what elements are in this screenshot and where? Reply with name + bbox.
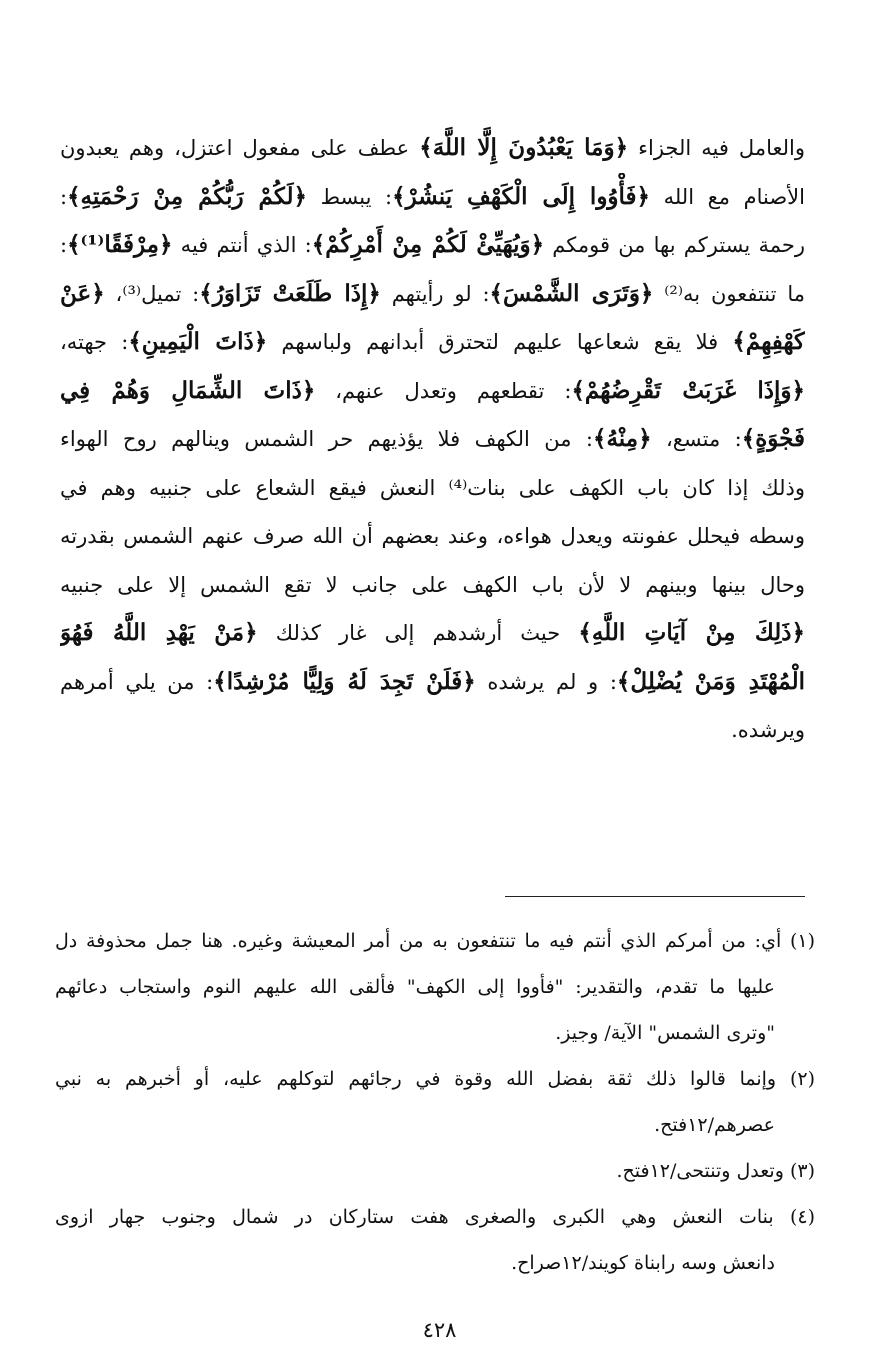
quran-quote: كَهْفِهِمْ﴾ <box>732 328 805 355</box>
commentary-text: رحمة يستركم بها من قومكم <box>544 233 805 257</box>
commentary-text: : الذي أنتم فيه <box>172 233 312 257</box>
footnote-line <box>55 1148 815 1194</box>
quran-quote: ﴿ذَلِكَ مِنْ آيَاتِ اللَّهِ﴾ <box>578 619 805 646</box>
footnote-line <box>55 1240 815 1286</box>
main-text-line <box>60 124 805 173</box>
main-text-line <box>60 609 805 658</box>
commentary-text: : متسع، <box>651 427 742 451</box>
commentary-text: وسطه فيحلل عفونته ويعدل هواءه، وعند بعضهم أن الله صرف عنهم الشمس بقدرته <box>60 524 805 548</box>
main-text-block <box>60 124 805 755</box>
footnote-number: (١) <box>789 930 815 952</box>
footnote-number: (٢) <box>789 1068 815 1090</box>
commentary-text: ويرشده. <box>731 718 805 742</box>
quran-quote: الْمُهْتَدِ وَمَنْ يُضْلِلْ﴾ <box>616 667 805 695</box>
main-text-line <box>60 658 805 707</box>
main-text-line <box>60 318 805 367</box>
quran-quote: ﴿ذَاتَ الْيَمِينِ﴾ <box>128 328 268 355</box>
commentary-text: الأصنام مع الله <box>650 184 805 209</box>
commentary-text: : تقطعهم وتعدل عنهم، <box>315 378 572 403</box>
footnote-line <box>55 1102 815 1148</box>
commentary-text: حيث أرشدهم إلى غار كذلك <box>257 621 579 645</box>
footnote-text: وإنما قالوا ذلك ثقة بفضل الله وقوة في رجائهم لتوكلهم عليه، أو أخبرهم به نبي <box>55 1068 777 1090</box>
commentary-text: : <box>60 184 68 209</box>
quran-quote: ﴿وَمَا يَعْبُدُونَ إِلَّا اللَّهَ﴾ <box>419 134 629 161</box>
commentary-text: : <box>60 233 68 257</box>
quran-quote: ﴿عَنْ <box>60 279 105 307</box>
commentary-text: ما تنتفعون به⁽²⁾ <box>653 281 805 306</box>
footnote-divider <box>505 896 805 897</box>
quran-quote: ﴿فَأْوُوا إِلَى الْكَهْفِ يَنشُرْ﴾ <box>392 182 651 210</box>
commentary-text: : جهته، <box>60 330 129 354</box>
quran-quote: ﴿وَإِذَا غَرَبَتْ تَقْرِضُهُمْ﴾ <box>571 376 805 404</box>
footnotes-block <box>55 918 815 1286</box>
commentary-text: : من الكهف فلا يؤذيهم حر الشمس وينالهم روح الهواء <box>60 427 593 451</box>
footnote-number: (٤) <box>789 1206 815 1228</box>
commentary-text: وذلك إذا كان باب الكهف على بنات⁽⁴⁾ النعش فيقع الشعاع على جنبيه وهم في <box>60 475 805 500</box>
footnote-line <box>55 1194 815 1240</box>
main-text-line <box>60 561 805 610</box>
quran-quote: ﴿مِرْفَقًا⁽¹⁾﴾ <box>67 231 173 258</box>
footnote-text: وتعدل وتنتحى/١٢فتح. <box>616 1160 784 1182</box>
footnote <box>55 918 815 1056</box>
commentary-text: : تميل⁽³⁾، <box>104 281 200 306</box>
footnote-line <box>55 964 815 1010</box>
commentary-text: : من يلي أمرهم <box>60 669 214 694</box>
page-number: ٤٢٨ <box>422 1318 457 1342</box>
commentary-text: فلا يقع شعاعها عليهم لتحترق أبدانهم ولباسهم <box>267 330 733 354</box>
quran-quote: ﴿وَتَرَى الشَّمْسَ﴾ <box>489 279 654 307</box>
quran-quote: ﴿ذَاتَ الشِّمَالِ وَهُمْ فِي <box>60 376 316 404</box>
main-text-line <box>60 706 805 755</box>
quran-quote: ﴿مَنْ يَهْدِ اللَّهُ فَهُوَ <box>60 619 258 646</box>
main-text-line <box>60 464 805 513</box>
commentary-text: : و لم يرشده <box>475 669 617 694</box>
footnote-text: دانعش وسه رابناة كويند/١٢صراح. <box>511 1252 775 1274</box>
commentary-text: وحال بينها وبينهم لا لأن باب الكهف على جانب لا تقع الشمس إلا على جنبيه <box>60 572 805 597</box>
quran-quote: ﴿وَيُهَيِّئْ لَكُمْ مِنْ أَمْرِكُمْ﴾ <box>311 231 545 258</box>
main-text-line <box>60 415 805 464</box>
commentary-text: عطف على مفعول اعتزل، وهم يعبدون <box>60 136 420 160</box>
footnote-line <box>55 1010 815 1056</box>
main-text-line <box>60 270 805 319</box>
footnote-line <box>55 918 815 964</box>
footnote-text: عليها ما تقدم، والتقدير: "فأووا إلى الكهف" فألقى الله عليهم النوم واستجاب دعائهم <box>55 976 775 998</box>
quran-quote: ﴿إِذَا طَلَعَتْ تَزَاوَرُ﴾ <box>199 279 381 307</box>
footnote-text: "وترى الشمس" الآية/ وجيز. <box>555 1022 775 1044</box>
main-text-line <box>60 367 805 416</box>
footnote-text: أي: من أمركم الذي أنتم فيه ما تنتفعون به من أمر المعيشة وغيره. هنا جمل محذوفة دل <box>55 930 782 952</box>
footnote-number: (٣) <box>789 1160 815 1182</box>
main-text-line <box>60 512 805 561</box>
commentary-text: : يبسط <box>307 184 393 209</box>
quran-quote: ﴿لَكُمْ رَبُّكُمْ مِنْ رَحْمَتِهِ﴾ <box>67 182 308 210</box>
main-text-line <box>60 221 805 270</box>
footnote-line <box>55 1056 815 1102</box>
quran-quote: ﴿فَلَنْ تَجِدَ لَهُ وَلِيًّا مُرْشِدًا﴾ <box>213 667 476 695</box>
footnote <box>55 1148 815 1194</box>
quran-quote: ﴿مِنْهُ﴾ <box>593 425 652 452</box>
footnote-text: بنات النعش وهي الكبرى والصغرى هفت ستاركان در شمال وجنوب جهار ازوى <box>55 1206 774 1228</box>
commentary-text: والعامل فيه الجزاء <box>628 136 805 160</box>
footnote-text: عصرهم/١٢فتح. <box>654 1114 775 1136</box>
footnote <box>55 1194 815 1286</box>
footnote <box>55 1056 815 1148</box>
main-text-line <box>60 173 805 222</box>
commentary-text: : لو رأيتهم <box>380 281 490 306</box>
quran-quote: فَجْوَةٍ﴾ <box>741 425 805 452</box>
